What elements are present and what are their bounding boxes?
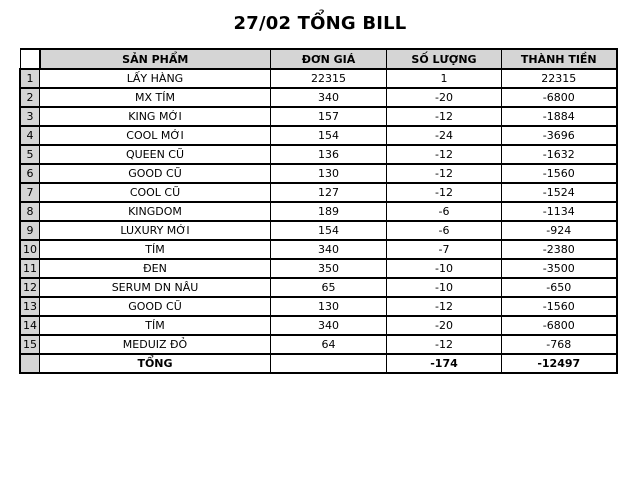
product-cell: LẤY HÀNG	[40, 69, 271, 88]
unit-price-cell: 64	[271, 335, 387, 354]
quantity-cell: -10	[387, 259, 502, 278]
row-number-cell: 12	[20, 278, 40, 297]
total-quantity-cell: -174	[387, 354, 502, 373]
unit-price-cell: 157	[271, 107, 387, 126]
table-row	[20, 202, 617, 221]
quantity-cell: -7	[387, 240, 502, 259]
header-unit-price: ĐƠN GIÁ	[271, 49, 387, 69]
product-cell: GOOD CŨ	[40, 297, 271, 316]
amount-cell: -1884	[502, 107, 617, 126]
table-row	[20, 145, 617, 164]
total-amount-cell: -12497	[502, 354, 617, 373]
total-row	[20, 354, 617, 373]
corner-spacer	[20, 49, 40, 69]
unit-price-cell: 340	[271, 240, 387, 259]
product-cell: TÍM	[40, 316, 271, 335]
unit-price-cell: 22315	[271, 69, 387, 88]
quantity-cell: -12	[387, 335, 502, 354]
table-row	[20, 126, 617, 145]
quantity-cell: -12	[387, 297, 502, 316]
table-row	[20, 88, 617, 107]
row-number-cell: 3	[20, 107, 40, 126]
unit-price-cell: 130	[271, 164, 387, 183]
product-cell: COOL MỚI	[40, 126, 271, 145]
unit-price-cell: 340	[271, 316, 387, 335]
row-number-cell: 13	[20, 297, 40, 316]
total-row-number-cell	[20, 354, 40, 373]
amount-cell: -3696	[502, 126, 617, 145]
table-row	[20, 316, 617, 335]
row-number-cell: 6	[20, 164, 40, 183]
amount-cell: -650	[502, 278, 617, 297]
product-cell: KING MỚI	[40, 107, 271, 126]
table-row	[20, 240, 617, 259]
table-row	[20, 164, 617, 183]
row-number-cell: 2	[20, 88, 40, 107]
table-row	[20, 278, 617, 297]
unit-price-cell: 65	[271, 278, 387, 297]
unit-price-cell: 136	[271, 145, 387, 164]
page-title: 27/02 TỔNG BILL	[233, 13, 407, 34]
unit-price-cell: 127	[271, 183, 387, 202]
table-row	[20, 183, 617, 202]
unit-price-cell: 340	[271, 88, 387, 107]
product-cell: ĐEN	[40, 259, 271, 278]
unit-price-cell: 154	[271, 221, 387, 240]
product-cell: TÍM	[40, 240, 271, 259]
amount-cell: -6800	[502, 316, 617, 335]
row-number-cell: 7	[20, 183, 40, 202]
table-row	[20, 221, 617, 240]
amount-cell: -1134	[502, 202, 617, 221]
quantity-cell: -6	[387, 221, 502, 240]
row-number-cell: 10	[20, 240, 40, 259]
quantity-cell: -6	[387, 202, 502, 221]
product-cell: SERUM DN NÂU	[40, 278, 271, 297]
bill-table	[19, 48, 618, 374]
unit-price-cell: 189	[271, 202, 387, 221]
quantity-cell: -24	[387, 126, 502, 145]
quantity-cell: -10	[387, 278, 502, 297]
amount-cell: -768	[502, 335, 617, 354]
amount-cell: -1560	[502, 297, 617, 316]
amount-cell: -6800	[502, 88, 617, 107]
product-cell: GOOD CŨ	[40, 164, 271, 183]
quantity-cell: -20	[387, 88, 502, 107]
table-row	[20, 335, 617, 354]
amount-cell: 22315	[502, 69, 617, 88]
row-number-cell: 11	[20, 259, 40, 278]
header-row	[20, 49, 617, 69]
quantity-cell: -12	[387, 107, 502, 126]
table-row	[20, 69, 617, 88]
table-row	[20, 259, 617, 278]
product-cell: COOL CŨ	[40, 183, 271, 202]
product-cell: QUEEN CŨ	[40, 145, 271, 164]
header-quantity: SỐ LƯỢNG	[387, 49, 502, 69]
amount-cell: -1632	[502, 145, 617, 164]
row-number-cell: 5	[20, 145, 40, 164]
amount-cell: -1560	[502, 164, 617, 183]
quantity-cell: -12	[387, 164, 502, 183]
unit-price-cell: 350	[271, 259, 387, 278]
product-cell: MEDUIZ ĐỎ	[40, 335, 271, 354]
row-number-cell: 1	[20, 69, 40, 88]
unit-price-cell: 130	[271, 297, 387, 316]
header-product: SẢN PHẨM	[40, 49, 271, 69]
amount-cell: -1524	[502, 183, 617, 202]
amount-cell: -3500	[502, 259, 617, 278]
total-unit-price-cell	[271, 354, 387, 373]
unit-price-cell: 154	[271, 126, 387, 145]
row-number-cell: 14	[20, 316, 40, 335]
quantity-cell: 1	[387, 69, 502, 88]
total-label-cell: TỔNG	[40, 354, 271, 373]
quantity-cell: -12	[387, 183, 502, 202]
table-row	[20, 107, 617, 126]
table-row	[20, 297, 617, 316]
row-number-cell: 15	[20, 335, 40, 354]
row-number-cell: 8	[20, 202, 40, 221]
row-number-cell: 4	[20, 126, 40, 145]
amount-cell: -2380	[502, 240, 617, 259]
header-amount: THÀNH TIỀN	[502, 49, 617, 69]
product-cell: MX TÍM	[40, 88, 271, 107]
product-cell: LUXURY MỚI	[40, 221, 271, 240]
quantity-cell: -12	[387, 145, 502, 164]
row-number-cell: 9	[20, 221, 40, 240]
quantity-cell: -20	[387, 316, 502, 335]
amount-cell: -924	[502, 221, 617, 240]
product-cell: KINGDOM	[40, 202, 271, 221]
